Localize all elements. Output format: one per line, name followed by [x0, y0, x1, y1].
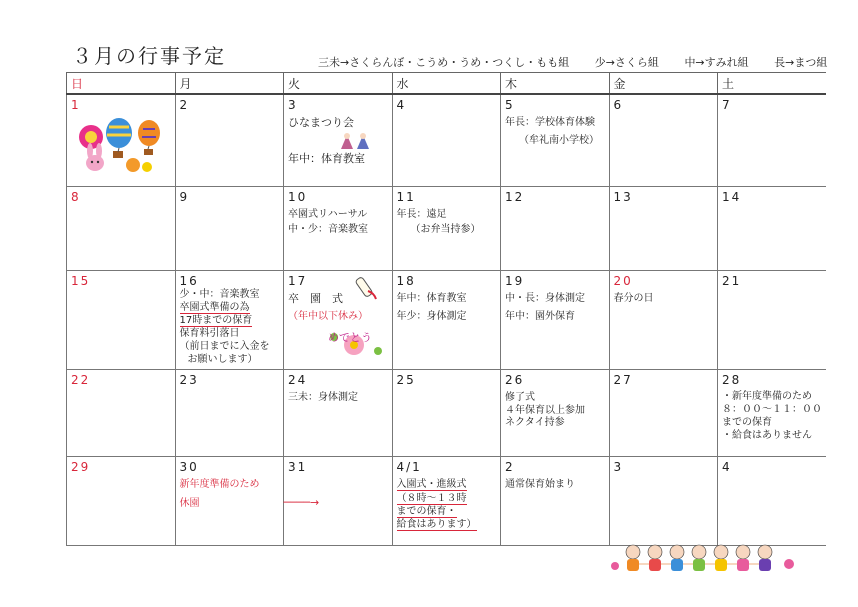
weekday-wed: 水	[392, 73, 501, 95]
day-cell	[718, 94, 827, 187]
day-number: 3	[288, 98, 298, 112]
day-cell	[67, 370, 176, 457]
legend-item: 中→すみれ組	[684, 56, 749, 69]
event: までの保育	[722, 417, 772, 428]
day-number: 25	[396, 373, 416, 387]
event: 少・中：音楽教室	[179, 289, 260, 300]
event: 春分の日	[613, 293, 654, 304]
month-calendar	[66, 72, 826, 546]
day-cell	[67, 94, 176, 187]
day-number: 24	[288, 373, 308, 387]
day-number: 2	[505, 460, 515, 474]
day-number: 20	[613, 274, 633, 288]
event-underlined: までの保育・	[396, 506, 457, 517]
event: 卒園式リハーサル	[288, 209, 368, 220]
day-number: 17	[288, 274, 308, 288]
day-number: 21	[722, 274, 742, 288]
day-cell	[501, 271, 610, 370]
day-number: 19	[505, 274, 525, 288]
event: ４年保育以上参加	[505, 405, 585, 416]
day-cell	[609, 271, 718, 370]
day-cell	[67, 271, 176, 370]
day-number: 4	[722, 460, 732, 474]
day-number: 9	[179, 190, 190, 204]
event: ８：００～１１：００	[722, 404, 822, 415]
day-number: 6	[613, 98, 624, 112]
day-cell	[609, 370, 718, 457]
day-cell	[175, 271, 284, 370]
day-cell	[284, 94, 393, 187]
day-cell	[718, 457, 827, 546]
day-cell	[392, 271, 501, 370]
week-row	[67, 271, 827, 370]
event: （お弁当持参）	[410, 224, 481, 235]
weekday-sun: 日	[67, 73, 176, 95]
day-number: 28	[722, 373, 742, 387]
day-number: 29	[71, 460, 91, 474]
event-underlined: 入園式・進級式	[396, 479, 467, 490]
event: 修了式	[505, 392, 535, 403]
day-cell	[175, 94, 284, 187]
event: 通常保育始まり	[505, 479, 575, 490]
day-cell	[609, 94, 718, 187]
day-number: 7	[722, 98, 732, 112]
day-number: 13	[613, 190, 633, 204]
event: ・給食はありません	[722, 430, 812, 441]
arrow-right-icon: ────→	[283, 496, 320, 509]
day-number: 3	[613, 460, 624, 474]
day-cell	[501, 94, 610, 187]
children-holding-hands-illustration	[605, 540, 805, 580]
day-cell	[284, 457, 393, 546]
day-number: 26	[505, 373, 525, 387]
day-cell	[67, 457, 176, 546]
day-cell	[609, 187, 718, 271]
week-row	[67, 94, 827, 187]
day-cell	[718, 370, 827, 457]
day-cell	[175, 187, 284, 271]
event: 中・少：音楽教室	[288, 224, 368, 235]
weekday-tue: 火	[284, 73, 393, 95]
day-cell	[501, 457, 610, 546]
day-cell	[284, 370, 393, 457]
week-row	[67, 457, 827, 546]
event-underlined: 卒園式準備の為	[179, 302, 250, 313]
congratulations-flower-illustration	[324, 327, 388, 361]
day-number: 30	[179, 460, 199, 474]
day-number: 8	[71, 190, 81, 204]
class-legend	[318, 54, 849, 70]
day-cell	[392, 94, 501, 187]
legend-item: 三未→さくらんぼ・こうめ・うめ・つくし・もも組	[318, 56, 570, 69]
weekday-mon: 月	[175, 73, 284, 95]
weekday-header-row	[67, 73, 827, 95]
weekday-fri: 金	[609, 73, 718, 95]
event: 年中：体育教室	[288, 152, 365, 165]
event: お願いします）	[187, 354, 258, 365]
event-underlined: 給食はあります）	[396, 519, 477, 530]
event: 卒 園 式	[288, 292, 343, 305]
day-number: 15	[71, 274, 91, 288]
day-number: 2	[179, 98, 190, 112]
day-cell	[392, 370, 501, 457]
day-cell	[718, 271, 827, 370]
event-highlight: （年中以下休み）	[288, 311, 368, 322]
weekday-sat: 土	[718, 73, 827, 95]
event: ひなまつり会	[288, 116, 354, 129]
day-number: 23	[179, 373, 199, 387]
day-number: 5	[505, 98, 515, 112]
event-underlined: 17時までの保育	[179, 315, 253, 326]
event: 三未：身体測定	[288, 392, 358, 403]
page-title: ３月の行事予定	[72, 44, 226, 68]
hina-dolls-illustration	[338, 131, 372, 151]
day-cell	[501, 370, 610, 457]
day-cell	[609, 457, 718, 546]
day-number: 1	[71, 98, 81, 112]
day-number: 11	[396, 190, 416, 204]
week-row	[67, 370, 827, 457]
event: 年長：学校体育体験	[505, 117, 595, 128]
event: 年中：園外保育	[505, 311, 575, 322]
legend-item: 長→まつ組	[774, 56, 828, 69]
legend-item: 少→さくら組	[594, 56, 659, 69]
diploma-scroll-illustration	[356, 275, 380, 301]
day-cell	[501, 187, 610, 271]
event: 中・長：身体測定	[505, 293, 585, 304]
day-number: 10	[288, 190, 308, 204]
event: 年少：身体測定	[396, 311, 467, 322]
event: 年長：遠足	[396, 209, 447, 220]
day-number: 22	[71, 373, 91, 387]
event: ・新年度準備のため	[722, 391, 812, 402]
event: （前日までに入金を	[179, 341, 270, 352]
event-underlined: （８時～１３時	[396, 493, 467, 504]
day-number: 14	[722, 190, 742, 204]
event: （牟礼南小学校）	[519, 135, 599, 146]
day-number: 27	[613, 373, 633, 387]
day-cell	[67, 187, 176, 271]
day-number: 16	[179, 274, 199, 288]
event: ネクタイ持参	[505, 417, 565, 428]
day-cell	[284, 271, 393, 370]
event: 年中：体育教室	[396, 293, 467, 304]
event: 保育料引落日	[179, 328, 240, 339]
day-number: 4/1	[396, 460, 422, 474]
event-highlight: 新年度準備のため	[179, 479, 260, 490]
event-highlight: 休園	[179, 498, 200, 509]
balloons-bunny-illustration	[73, 115, 165, 177]
day-number: 12	[505, 190, 525, 204]
day-number: 31	[288, 460, 308, 474]
weekday-thu: 木	[501, 73, 610, 95]
day-number: 4	[396, 98, 407, 112]
day-cell	[392, 457, 501, 546]
day-cell	[284, 187, 393, 271]
week-row	[67, 187, 827, 271]
day-cell	[175, 370, 284, 457]
sticker-text: めでとう	[328, 331, 372, 344]
day-cell	[718, 187, 827, 271]
day-cell	[392, 187, 501, 271]
day-number: 18	[396, 274, 416, 288]
